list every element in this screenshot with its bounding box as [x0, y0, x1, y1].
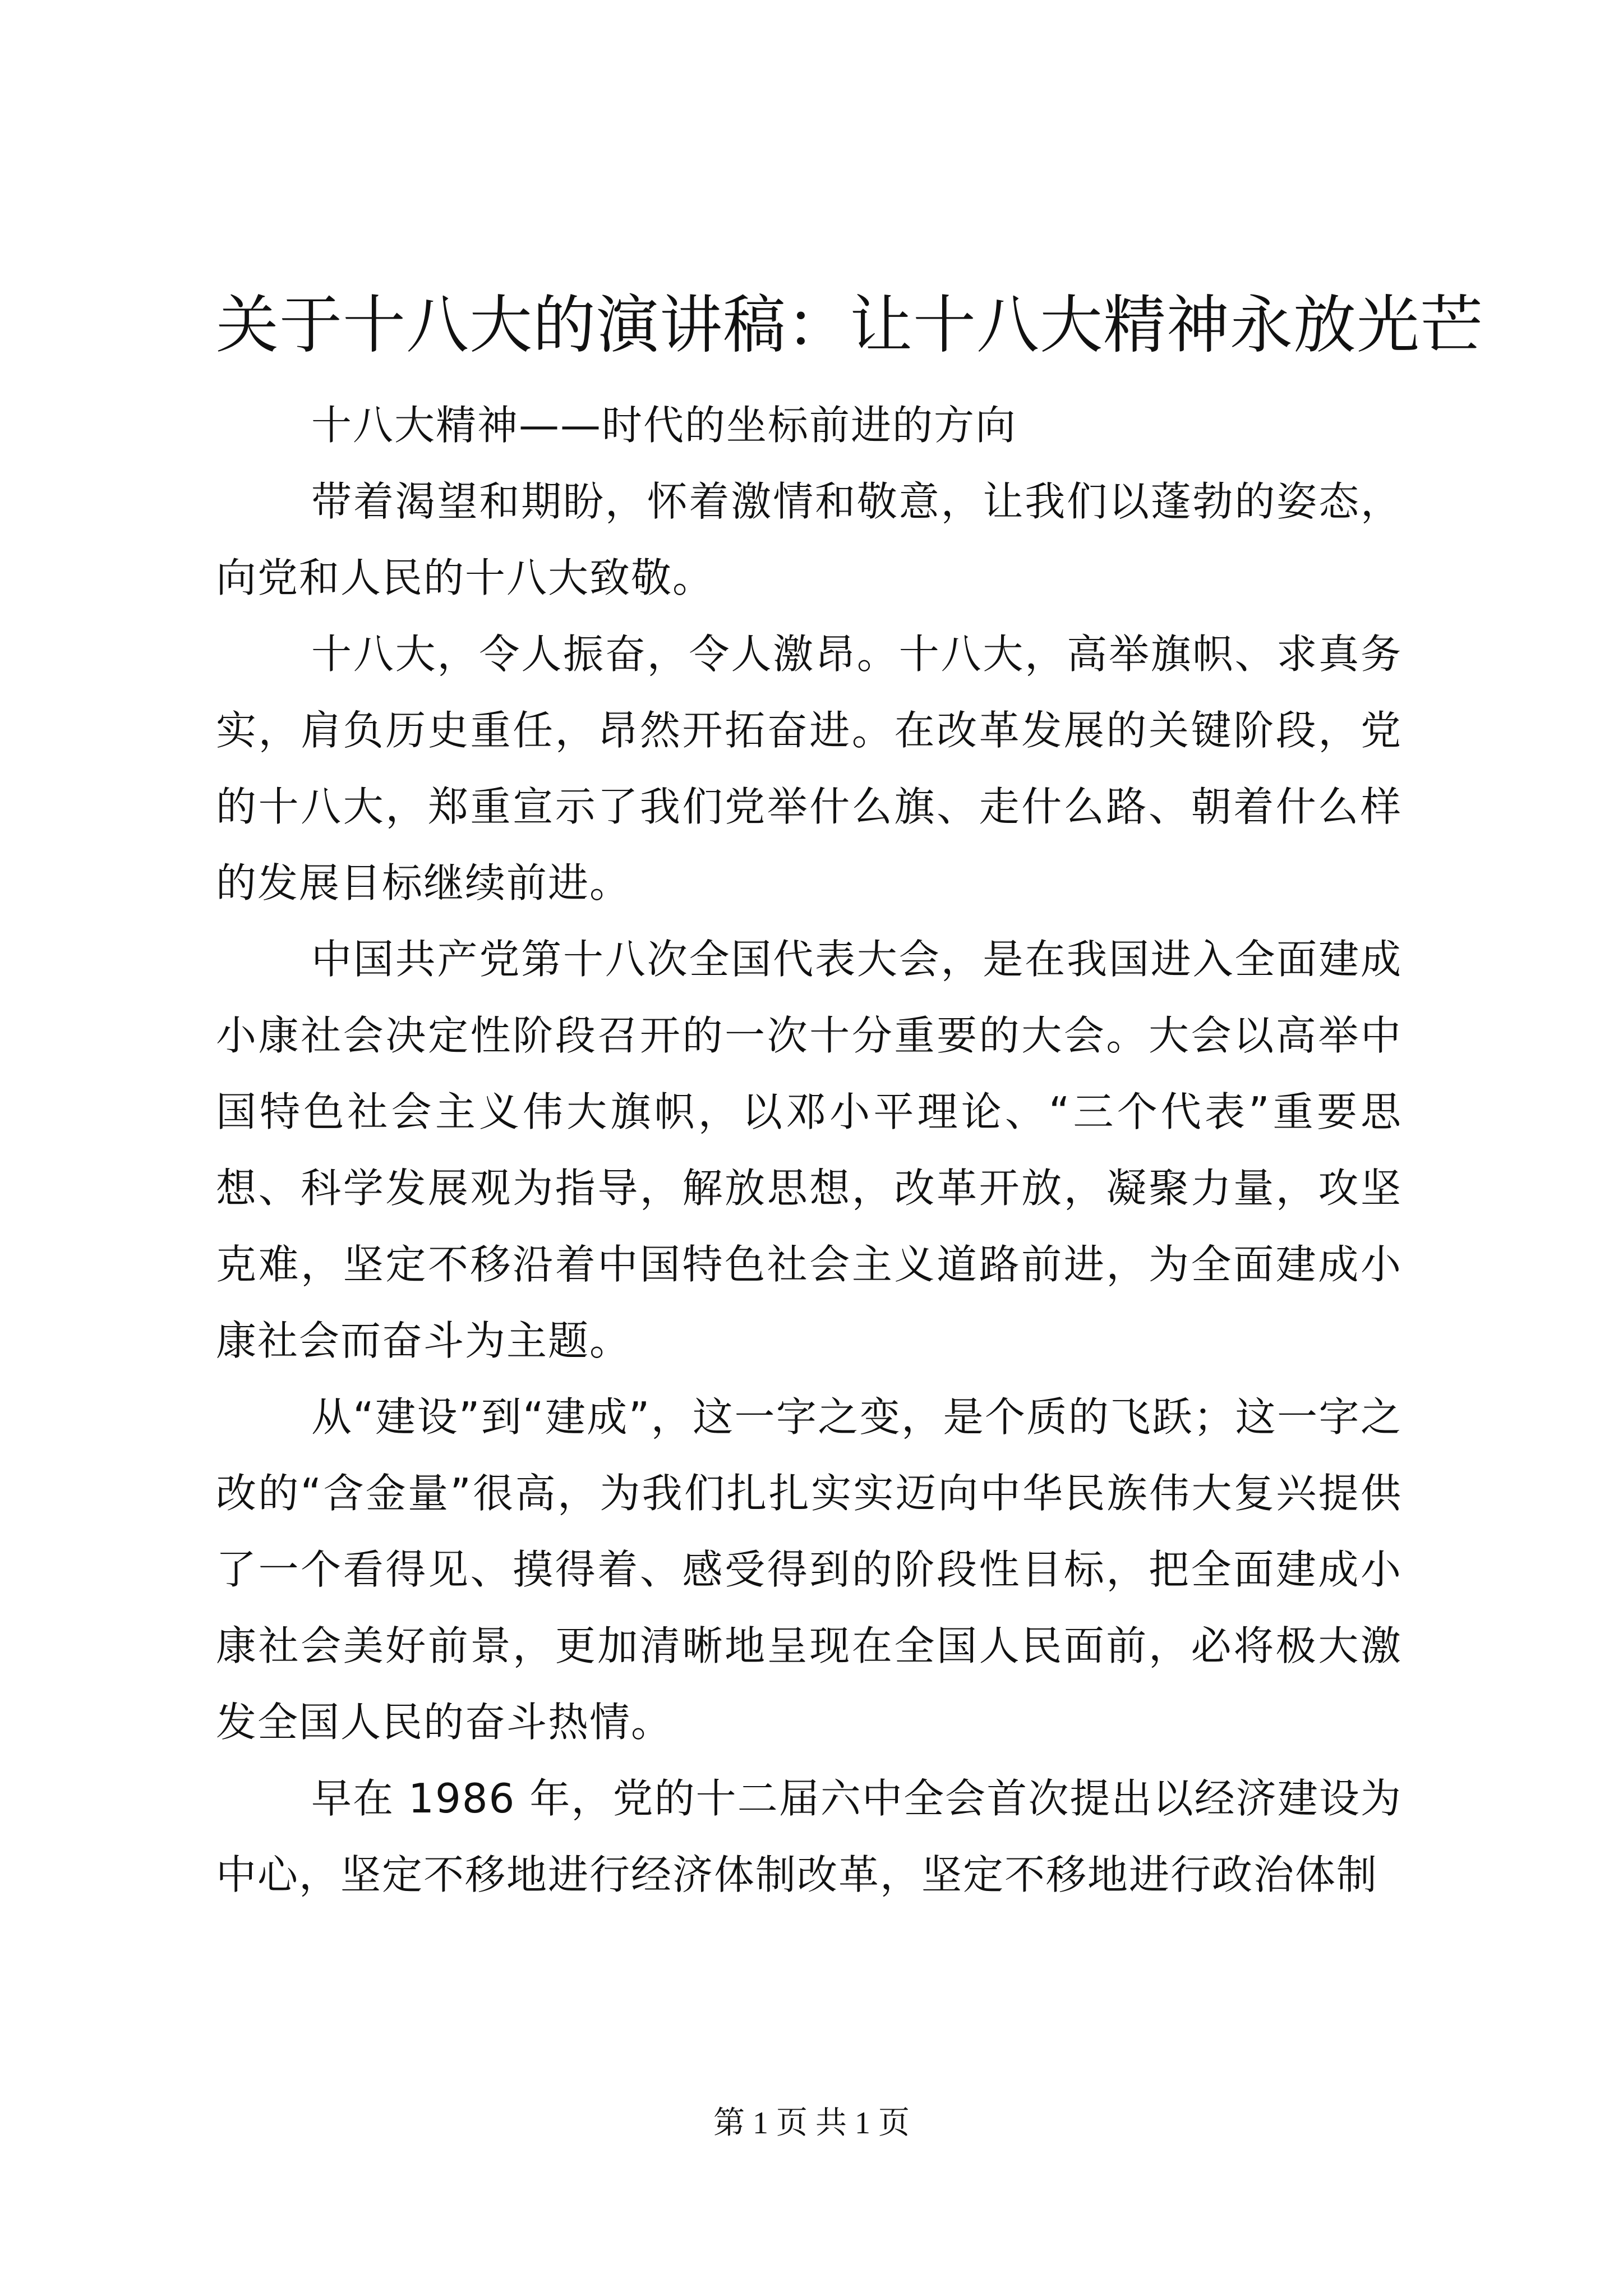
paragraph: 带着渴望和期盼，怀着激情和敬意，让我们以蓬勃的姿态，向党和人民的十八大致敬。	[216, 478, 1402, 601]
paragraph: 十八大，令人振奋，令人激昂。十八大，高举旗帜、求真务实，肩负历史重任，昂然开拓奋进。在改革发展的关键阶段，党的十八大，郑重宣示了我们党举什么旗、走什么路、朝着什么样的发展目标继续前进。	[216, 631, 1402, 907]
paragraph: 早在 1986 年，党的十二届六中全会首次提出以经济建设为中心，坚定不移地进行经济体制改革，坚定不移地进行政治体制	[216, 1775, 1402, 1898]
page-footer: 第 1 页 共 1 页	[713, 2106, 910, 2141]
paragraph: 从“建设”到“建成”，这一字之变，是个质的飞跃；这一字之改的“含金量”很高，为我们扎扎实实迈向中华民族伟大复兴提供了一个看得见、摸得着、感受得到的阶段性目标，把全面建成小康社会美好前景，更加清晰地呈现在全国人民面前，必将极大激发全国人民的奋斗热情。	[216, 1393, 1402, 1746]
document-body	[216, 387, 1402, 1913]
document-title: 关于十八大的演讲稿：让十八大精神永放光芒	[216, 289, 1483, 362]
document-subtitle: 十八大精神——时代的坐标前进的方向	[311, 402, 1017, 449]
paragraph: 中国共产党第十八次全国代表大会，是在我国进入全面建成小康社会决定性阶段召开的一次十分重要的大会。大会以高举中国特色社会主义伟大旗帜，以邓小平理论、“三个代表”重要思想、科学发展观为指导，解放思想，改革开放，凝聚力量，攻坚克难，坚定不移沿着中国特色社会主义道路前进，为全面建成小康社会而奋斗为主题。	[216, 936, 1402, 1364]
